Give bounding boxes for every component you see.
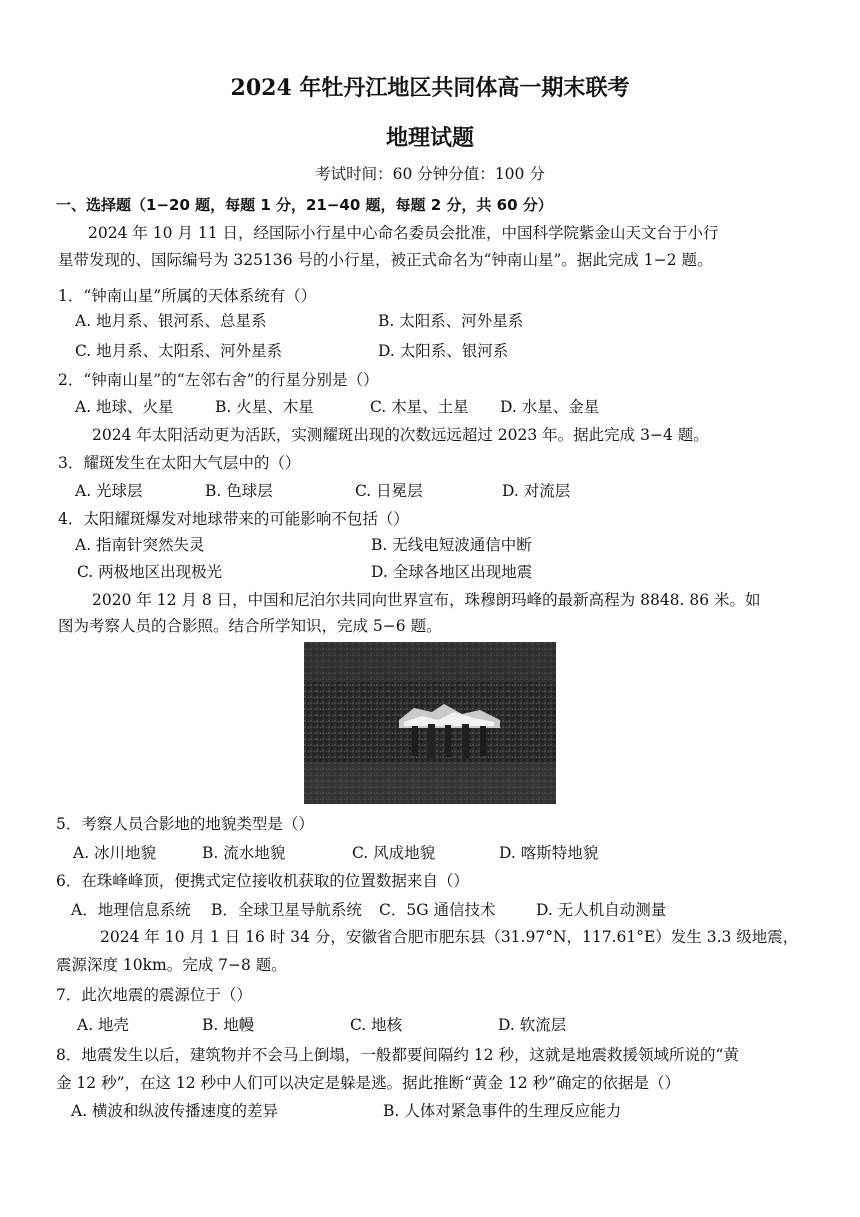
question-6-option-d: D. 无人机自动测量 [536,901,667,919]
question-8-option-a: A. 横波和纵波传播速度的差异 [71,1102,279,1120]
question-4-option-d: D. 全球各地区出现地震 [371,563,533,581]
passage-3-line-2: 图为考察人员的合影照。结合所学知识，完成 5−6 题。 [58,617,442,635]
question-5-option-a: A. 冰川地貌 [73,844,157,862]
question-7-option-a: A. 地壳 [77,1016,130,1034]
passage-1-line-2: 星带发现的、国际编号为 325136 号的小行星，被正式命名为“钟南山星”。据此完成 1−2 题。 [58,251,713,269]
question-2-option-d: D. 水星、金星 [500,398,600,416]
exam-info: 考试时间：60 分钟分值：100 分 [315,165,545,183]
question-6-option-b: B．全球卫星导航系统 [211,901,362,919]
question-1-option-d: D. 太阳系、银河系 [378,342,509,360]
question-3-option-a: A. 光球层 [75,482,143,500]
question-8-stem-line-1: 8．地震发生以后，建筑物并不会马上倒塌，一般都要间隔约 12 秒，这就是地震救援领域所说的“黄 [56,1046,739,1064]
question-5-stem: 5．考察人员合影地的地貌类型是（） [56,815,314,833]
question-4-stem: 4．太阳耀斑爆发对地球带来的可能影响不包括（） [58,510,409,528]
question-7-option-c: C. 地核 [350,1016,403,1034]
question-3-option-d: D. 对流层 [502,482,571,500]
question-2-option-a: A. 地球、火星 [75,398,174,416]
question-2-option-c: C. 木星、土星 [370,398,469,416]
question-4-option-c: C. 两极地区出现极光 [77,563,223,581]
question-3-option-b: B. 色球层 [205,482,273,500]
question-1-stem: 1．“钟南山星”所属的天体系统有（） [58,287,317,305]
question-1-option-b: B. 太阳系、河外星系 [378,312,524,330]
passage-4-line-2: 震源深度 10km。完成 7−8 题。 [56,956,287,974]
question-7-option-b: B. 地幔 [202,1016,255,1034]
passage-2-line-1: 2024 年太阳活动更为活跃，实测耀斑出现的次数远远超过 2023 年。据此完成 3−4 题。 [92,426,709,444]
question-5-option-b: B. 流水地貌 [202,844,286,862]
question-2-option-b: B. 火星、木星 [215,398,314,416]
question-6-option-c: C．5G 通信技术 [379,901,496,919]
question-6-stem: 6．在珠峰峰顶，便携式定位接收机获取的位置数据来自（） [56,872,469,890]
exam-title: 2024 年牡丹江地区共同体高一期末联考 [230,75,630,101]
exam-subject: 地理试题 [385,125,474,151]
question-7-stem: 7．此次地震的震源位于（） [56,986,252,1004]
question-7-option-d: D. 软流层 [498,1016,567,1034]
question-4-option-a: A. 指南针突然失灵 [75,536,205,554]
passage-1-line-1: 2024 年 10 月 11 日，经国际小行星中心命名委员会批准，中国科学院紫金山天文台于小行 [88,224,719,242]
section-heading: 一、选择题（1−20 题，每题 1 分，21−40 题，每题 2 分，共 60 分） [56,196,553,214]
question-5-option-d: D. 喀斯特地貌 [499,844,599,862]
question-1-option-a: A. 地月系、银河系、总星系 [75,312,267,330]
question-3-stem: 3．耀斑发生在太阳大气层中的（） [58,454,301,472]
question-5-option-c: C. 风成地貌 [352,844,436,862]
question-1-option-c: C. 地月系、太阳系、河外星系 [75,342,283,360]
question-2-stem: 2．“钟南山星”的“左邻右舍”的行星分别是（） [58,371,379,389]
question-6-option-a: A．地理信息系统 [71,901,191,919]
passage-4-line-1: 2024 年 10 月 1 日 16 时 34 分，安徽省合肥市肥东县（31.97°N，117.61°E）发生 3.3 级地震， [100,928,799,946]
question-8-option-b: B. 人体对紧急事件的生理反应能力 [383,1102,622,1120]
question-3-option-c: C. 日冕层 [355,482,423,500]
question-8-stem-line-2: 金 12 秒”，在这 12 秒中人们可以决定是躲是逃。据此推断“黄金 12 秒”确定的依据是（） [56,1074,681,1092]
question-4-option-b: B. 无线电短波通信中断 [371,536,532,554]
passage-3-line-1: 2020 年 12 月 8 日，中国和尼泊尔共同向世界宣布，珠穆朗玛峰的最新高程为 8848. 86 米。如 [92,591,761,609]
expedition-photo [304,642,556,804]
